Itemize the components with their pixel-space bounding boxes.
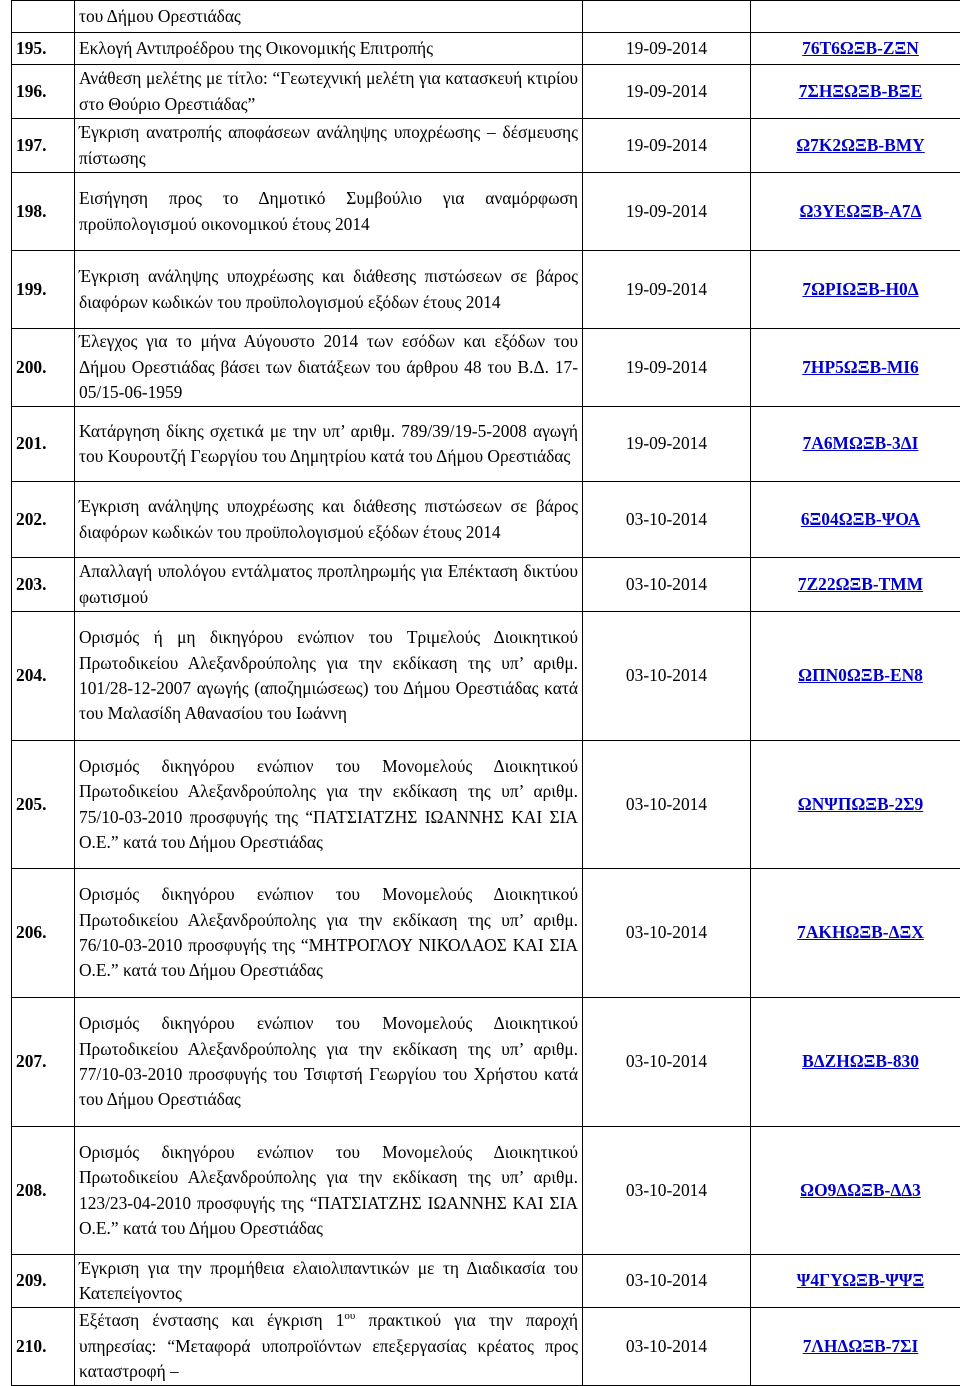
row-number: 208. (12, 1127, 75, 1255)
row-date: 03-10-2014 (583, 1255, 751, 1308)
row-subject: Εισήγηση προς το Δημοτικό Συμβούλιο για αναμόρφωση προϋπολογισμού οικονομικού έτους 2014 (75, 173, 583, 251)
row-subject: Ορισμός δικηγόρου ενώπιον του Μονομελούς Διοικητικού Πρωτοδικείου Αλεξανδρούπολης για την εκδίκαση της υπ’ αριθμ. 77/10-03-2010 προσφυγής του Τσιφτσή Γεωργίου του Χρήστου κατά του Δήμου Ορεστιάδας (75, 998, 583, 1127)
table-row (12, 1255, 960, 1308)
row-ada-link[interactable]: Ψ4ΓΥΩΞΒ-ΨΨΞ (751, 1255, 960, 1308)
row-subject-text: πρακτικού για την παροχή υπηρεσίας: “Μεταφορά υποπροϊόντων επεξεργασίας κρέατος προς καταστροφή – (79, 1310, 578, 1381)
row-number: 203. (12, 558, 75, 612)
row-number: 202. (12, 482, 75, 558)
row-ada-link[interactable]: 7ΛΗΔΩΞΒ-7ΣΙ (751, 1308, 960, 1386)
row-date (583, 1, 751, 33)
row-ada-link[interactable]: Ω3ΥΕΩΞΒ-Α7Δ (751, 173, 960, 251)
row-subject: Ορισμός δικηγόρου ενώπιον του Μονομελούς Διοικητικού Πρωτοδικείου Αλεξανδρούπολης για την εκδίκαση της υπ’ αριθμ. 75/10-03-2010 προσφυγής της “ΠΑΤΣΙΑΤΖΗΣ ΙΩΑΝΝΗΣ ΚΑΙ ΣΙΑ Ο.Ε.” κατά του Δήμου Ορεστιάδας (75, 741, 583, 869)
row-date: 03-10-2014 (583, 612, 751, 741)
row-date: 03-10-2014 (583, 741, 751, 869)
row-ada-link[interactable]: 7ΗΡ5ΩΞΒ-ΜΙ6 (751, 329, 960, 407)
row-number: 200. (12, 329, 75, 407)
table-row (12, 119, 960, 173)
row-subject: Ανάθεση μελέτης με τίτλο: “Γεωτεχνική μελέτη για κατασκευή κτιρίου στο Θούριο Ορεστιάδας” (75, 65, 583, 119)
row-subject: Έγκριση ανάληψης υποχρέωσης και διάθεσης πιστώσεων σε βάρος διαφόρων κωδικών του προϋπολογισμού εξόδων έτους 2014 (75, 251, 583, 329)
row-date: 03-10-2014 (583, 1127, 751, 1255)
row-subject: Ορισμός δικηγόρου ενώπιον του Μονομελούς Διοικητικού Πρωτοδικείου Αλεξανδρούπολης για την εκδίκαση της υπ’ αριθμ. 123/23-04-2010 προσφυγής της “ΠΑΤΣΙΑΤΖΗΣ ΙΩΑΝΝΗΣ ΚΑΙ ΣΙΑ Ο.Ε.” κατά του Δήμου Ορεστιάδας (75, 1127, 583, 1255)
table-row (12, 1127, 960, 1255)
row-number: 197. (12, 119, 75, 173)
row-subject: Έγκριση ανάληψης υποχρέωσης και διάθεσης πιστώσεων σε βάρος διαφόρων κωδικών του προϋπολογισμού εξόδων έτους 2014 (75, 482, 583, 558)
row-subject: του Δήμου Ορεστιάδας (75, 1, 583, 33)
row-ada-link[interactable]: 6Ξ04ΩΞΒ-ΨΟΑ (751, 482, 960, 558)
row-ada-link[interactable]: 7ΩΡΙΩΞΒ-Η0Δ (751, 251, 960, 329)
row-subject: Ορισμός δικηγόρου ενώπιον του Μονομελούς Διοικητικού Πρωτοδικείου Αλεξανδρούπολης για την εκδίκαση της υπ’ αριθμ. 76/10-03-2010 προσφυγής της “ΜΗΤΡΟΓΛΟΥ ΝΙΚΟΛΑΟΣ ΚΑΙ ΣΙΑ Ο.Ε.” κατά του Δήμου Ορεστιάδας (75, 869, 583, 998)
row-date: 19-09-2014 (583, 65, 751, 119)
table-row (12, 407, 960, 482)
row-date: 19-09-2014 (583, 33, 751, 65)
row-ada-link[interactable]: ΩΝΨΠΩΞΒ-2Σ9 (751, 741, 960, 869)
row-subject: Έγκριση για την προμήθεια ελαιολιπαντικών με τη Διαδικασία του Κατεπείγοντος (75, 1255, 583, 1308)
row-subject: Εκλογή Αντιπροέδρου της Οικονομικής Επιτροπής (75, 33, 583, 65)
row-number: 207. (12, 998, 75, 1127)
table-row (12, 482, 960, 558)
row-ada-link[interactable]: 7Α6ΜΩΞΒ-3ΔΙ (751, 407, 960, 482)
table-row (12, 558, 960, 612)
row-date: 19-09-2014 (583, 329, 751, 407)
row-ada-link[interactable]: 7ΣΗΞΩΞΒ-ΒΞΕ (751, 65, 960, 119)
row-ada-link[interactable]: Ω7Κ2ΩΞΒ-ΒΜΥ (751, 119, 960, 173)
row-number: 210. (12, 1308, 75, 1386)
row-date: 03-10-2014 (583, 482, 751, 558)
table-row (12, 251, 960, 329)
row-date: 19-09-2014 (583, 119, 751, 173)
row-number: 196. (12, 65, 75, 119)
row-number: 201. (12, 407, 75, 482)
table-row (12, 998, 960, 1127)
row-subject: Κατάργηση δίκης σχετικά με την υπ’ αριθμ. 789/39/19-5-2008 αγωγή του Κουρουτζή Γεωργίου του Δημητρίου κατά του Δήμου Ορεστιάδας (75, 407, 583, 482)
table-row (12, 1, 960, 33)
table-row (12, 741, 960, 869)
row-ada-link[interactable]: 76Τ6ΩΞΒ-ΖΞΝ (751, 33, 960, 65)
ordinal-superscript: ου (344, 1311, 355, 1323)
row-date: 19-09-2014 (583, 251, 751, 329)
row-number (12, 1, 75, 33)
decisions-table (11, 0, 960, 1386)
table-row (12, 173, 960, 251)
row-ada-link[interactable]: 7ΑΚΗΩΞΒ-ΔΞΧ (751, 869, 960, 998)
row-number: 199. (12, 251, 75, 329)
table-row (12, 869, 960, 998)
row-date: 03-10-2014 (583, 1308, 751, 1386)
row-ada-link[interactable]: ΩΟ9ΔΩΞΒ-ΔΔ3 (751, 1127, 960, 1255)
row-ada-link[interactable]: ΒΔΖΗΩΞΒ-830 (751, 998, 960, 1127)
table-row (12, 33, 960, 65)
row-ada-link[interactable]: 7Ζ22ΩΞΒ-ΤΜΜ (751, 558, 960, 612)
row-subject-text: Εξέταση ένστασης και έγκριση 1 (79, 1310, 344, 1330)
table-row (12, 612, 960, 741)
row-date: 19-09-2014 (583, 173, 751, 251)
row-number: 198. (12, 173, 75, 251)
row-subject: Έγκριση ανατροπής αποφάσεων ανάληψης υποχρέωσης – δέσμευσης πίστωσης (75, 119, 583, 173)
row-subject: Ορισμός ή μη δικηγόρου ενώπιον του Τριμελούς Διοικητικού Πρωτοδικείου Αλεξανδρούπολης για την εκδίκαση της υπ’ αριθμ. 101/28-12-2007 αγωγής (αποζημιώσεως) του Δήμου Ορεστιάδας κατά του Μαλασίδη Αθανασίου του Ιωάννη (75, 612, 583, 741)
row-number: 195. (12, 33, 75, 65)
row-date: 03-10-2014 (583, 869, 751, 998)
table-row (12, 65, 960, 119)
row-ada-link[interactable] (751, 1, 960, 33)
row-ada-link[interactable]: ΩΠΝ0ΩΞΒ-ΕΝ8 (751, 612, 960, 741)
table-row (12, 329, 960, 407)
row-number: 206. (12, 869, 75, 998)
row-number: 205. (12, 741, 75, 869)
row-date: 03-10-2014 (583, 558, 751, 612)
row-date: 03-10-2014 (583, 998, 751, 1127)
row-subject: Έλεγχος για το μήνα Αύγουστο 2014 των εσόδων και εξόδων του Δήμου Ορεστιάδας βάσει των διατάξεων του άρθρου 48 του Β.Δ. 17-05/15-06-1959 (75, 329, 583, 407)
row-date: 19-09-2014 (583, 407, 751, 482)
row-number: 209. (12, 1255, 75, 1308)
row-number: 204. (12, 612, 75, 741)
row-subject: Απαλλαγή υπολόγου εντάλματος προπληρωμής για Επέκταση δικτύου φωτισμού (75, 558, 583, 612)
